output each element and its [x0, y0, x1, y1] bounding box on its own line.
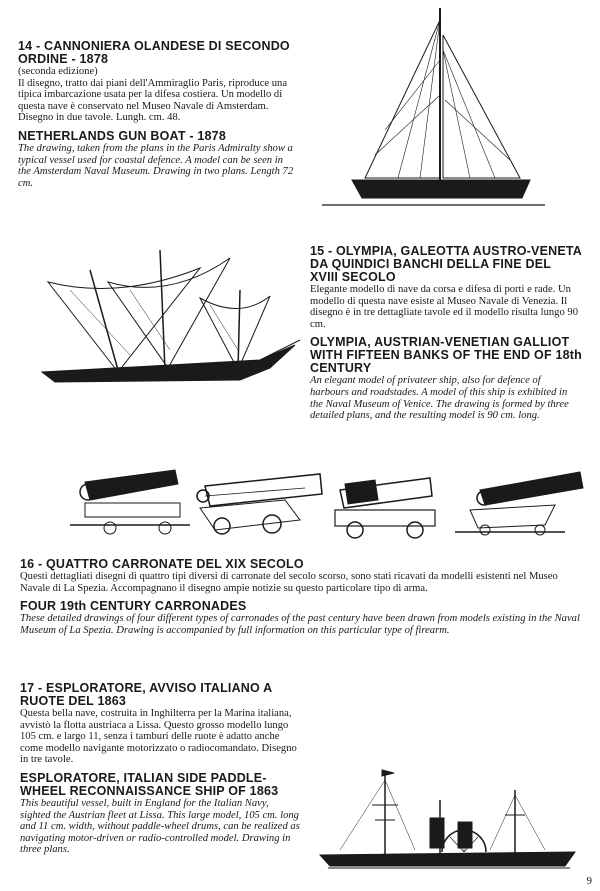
entry-14-edition-note: (seconda edizione) [18, 66, 98, 77]
entry-16-english-text: These detailed drawings of four different types of carronades of the past century have been drawn from models existing in the Naval Museum of La Spezia. Drawing is accompanied by full information on this particular type of firearm. [20, 613, 580, 636]
entry-15-italian-text: Elegante modello di nave da corsa e difesa di porti e rade. Un modello di questa nave esiste al Museo Navale di Venezia. Il disegno è in tre dettagliate tavole ed il modello risulta lungo 90 cm. [310, 284, 579, 330]
entry-16-title: 16 - QUATTRO CARRONATE DEL XIX SECOLO [20, 557, 304, 571]
entry-16-italian-text: Questi dettagliati disegni di quattro tipi diversi di carronate del secolo scorso, sono stati ricavati da modelli esistenti nel Museo Navale di La Spezia. Accompagnano il disegno ampie notizie su questo particolare tipo di arma. [20, 571, 558, 594]
entry-15-english-text: An elegant model of privateer ship, also for defence of harbours and roadstades. A model of this ship is exhibited in the Naval Museum of Venice. The drawing is formed by three detailed plans, and the resulting model is 90 cm. long. [310, 375, 569, 422]
entry-17-title: 17 - ESPLORATORE, AVVISO ITALIANO A RUOTE DEL 1863 [20, 681, 272, 708]
entry-15-english-title: OLYMPIA, AUSTRIAN-VENETIAN GALLIOT WITH FIFTEEN BANKS OF THE END OF 18th CENTURY [310, 335, 582, 376]
entry-17-english-title: ESPLORATORE, ITALIAN SIDE PADDLE-WHEEL RECONNAISSANCE SHIP OF 1863 [20, 770, 279, 798]
entry-15-title: 15 - OLYMPIA, GALEOTTA AUSTRO-VENETA DA QUINDICI BANCHI DELLA FINE DEL XVIII SECOLO [310, 244, 582, 284]
entry-14-english-text: The drawing, taken from the plans in the Paris Admiralty show a typical vessel used for coastal defence. A model can be seen in the Amsterdam Naval Museum. Drawing in two plans. Length 72 cm. [18, 142, 294, 189]
entry-14-title: 14 - CANNONIERA OLANDESE DI SECONDO ORDINE - 1878 [18, 39, 290, 66]
paddle-steamer-drawing [320, 770, 575, 868]
entry-17-italian-text: Questa bella nave, costruita in Inghilterra per la Marina italiana, avvistò la flotta austriaca a Lissa. Questo grosso modello lungo 105 cm. e largo 11, senza i tamburi delle ruote è adatto anche come modello navigante motorizzato o radiocomandato. Disegno in tre tavole. [20, 708, 297, 766]
entry-17-english-text: This beautiful vessel, built in England for the Italian Navy, sighted the Austrian fleet at Lissa. This large model, 105 cm. long and 11 cm. width, without paddle-wheel drums, can be realized as navigating motor-driven or radio-controlled model. Drawing in three plans. [20, 797, 300, 856]
page-number: 9 [586, 875, 592, 887]
entry-14-english-title: NETHERLANDS GUN BOAT - 1878 [18, 128, 226, 143]
entry-14-italian-text: Il disegno, tratto dai piani dell'Ammiraglio Paris, riproduce una tipica imbarcazione usata per la difesa costiera. Un modello di questa nave è conservato nel Museo Navale di Amsterdam. Disegno in due tavole. Lungh. cm. 48. [18, 77, 288, 124]
entry-16-english-title: FOUR 19th CENTURY CARRONADES [20, 599, 247, 614]
